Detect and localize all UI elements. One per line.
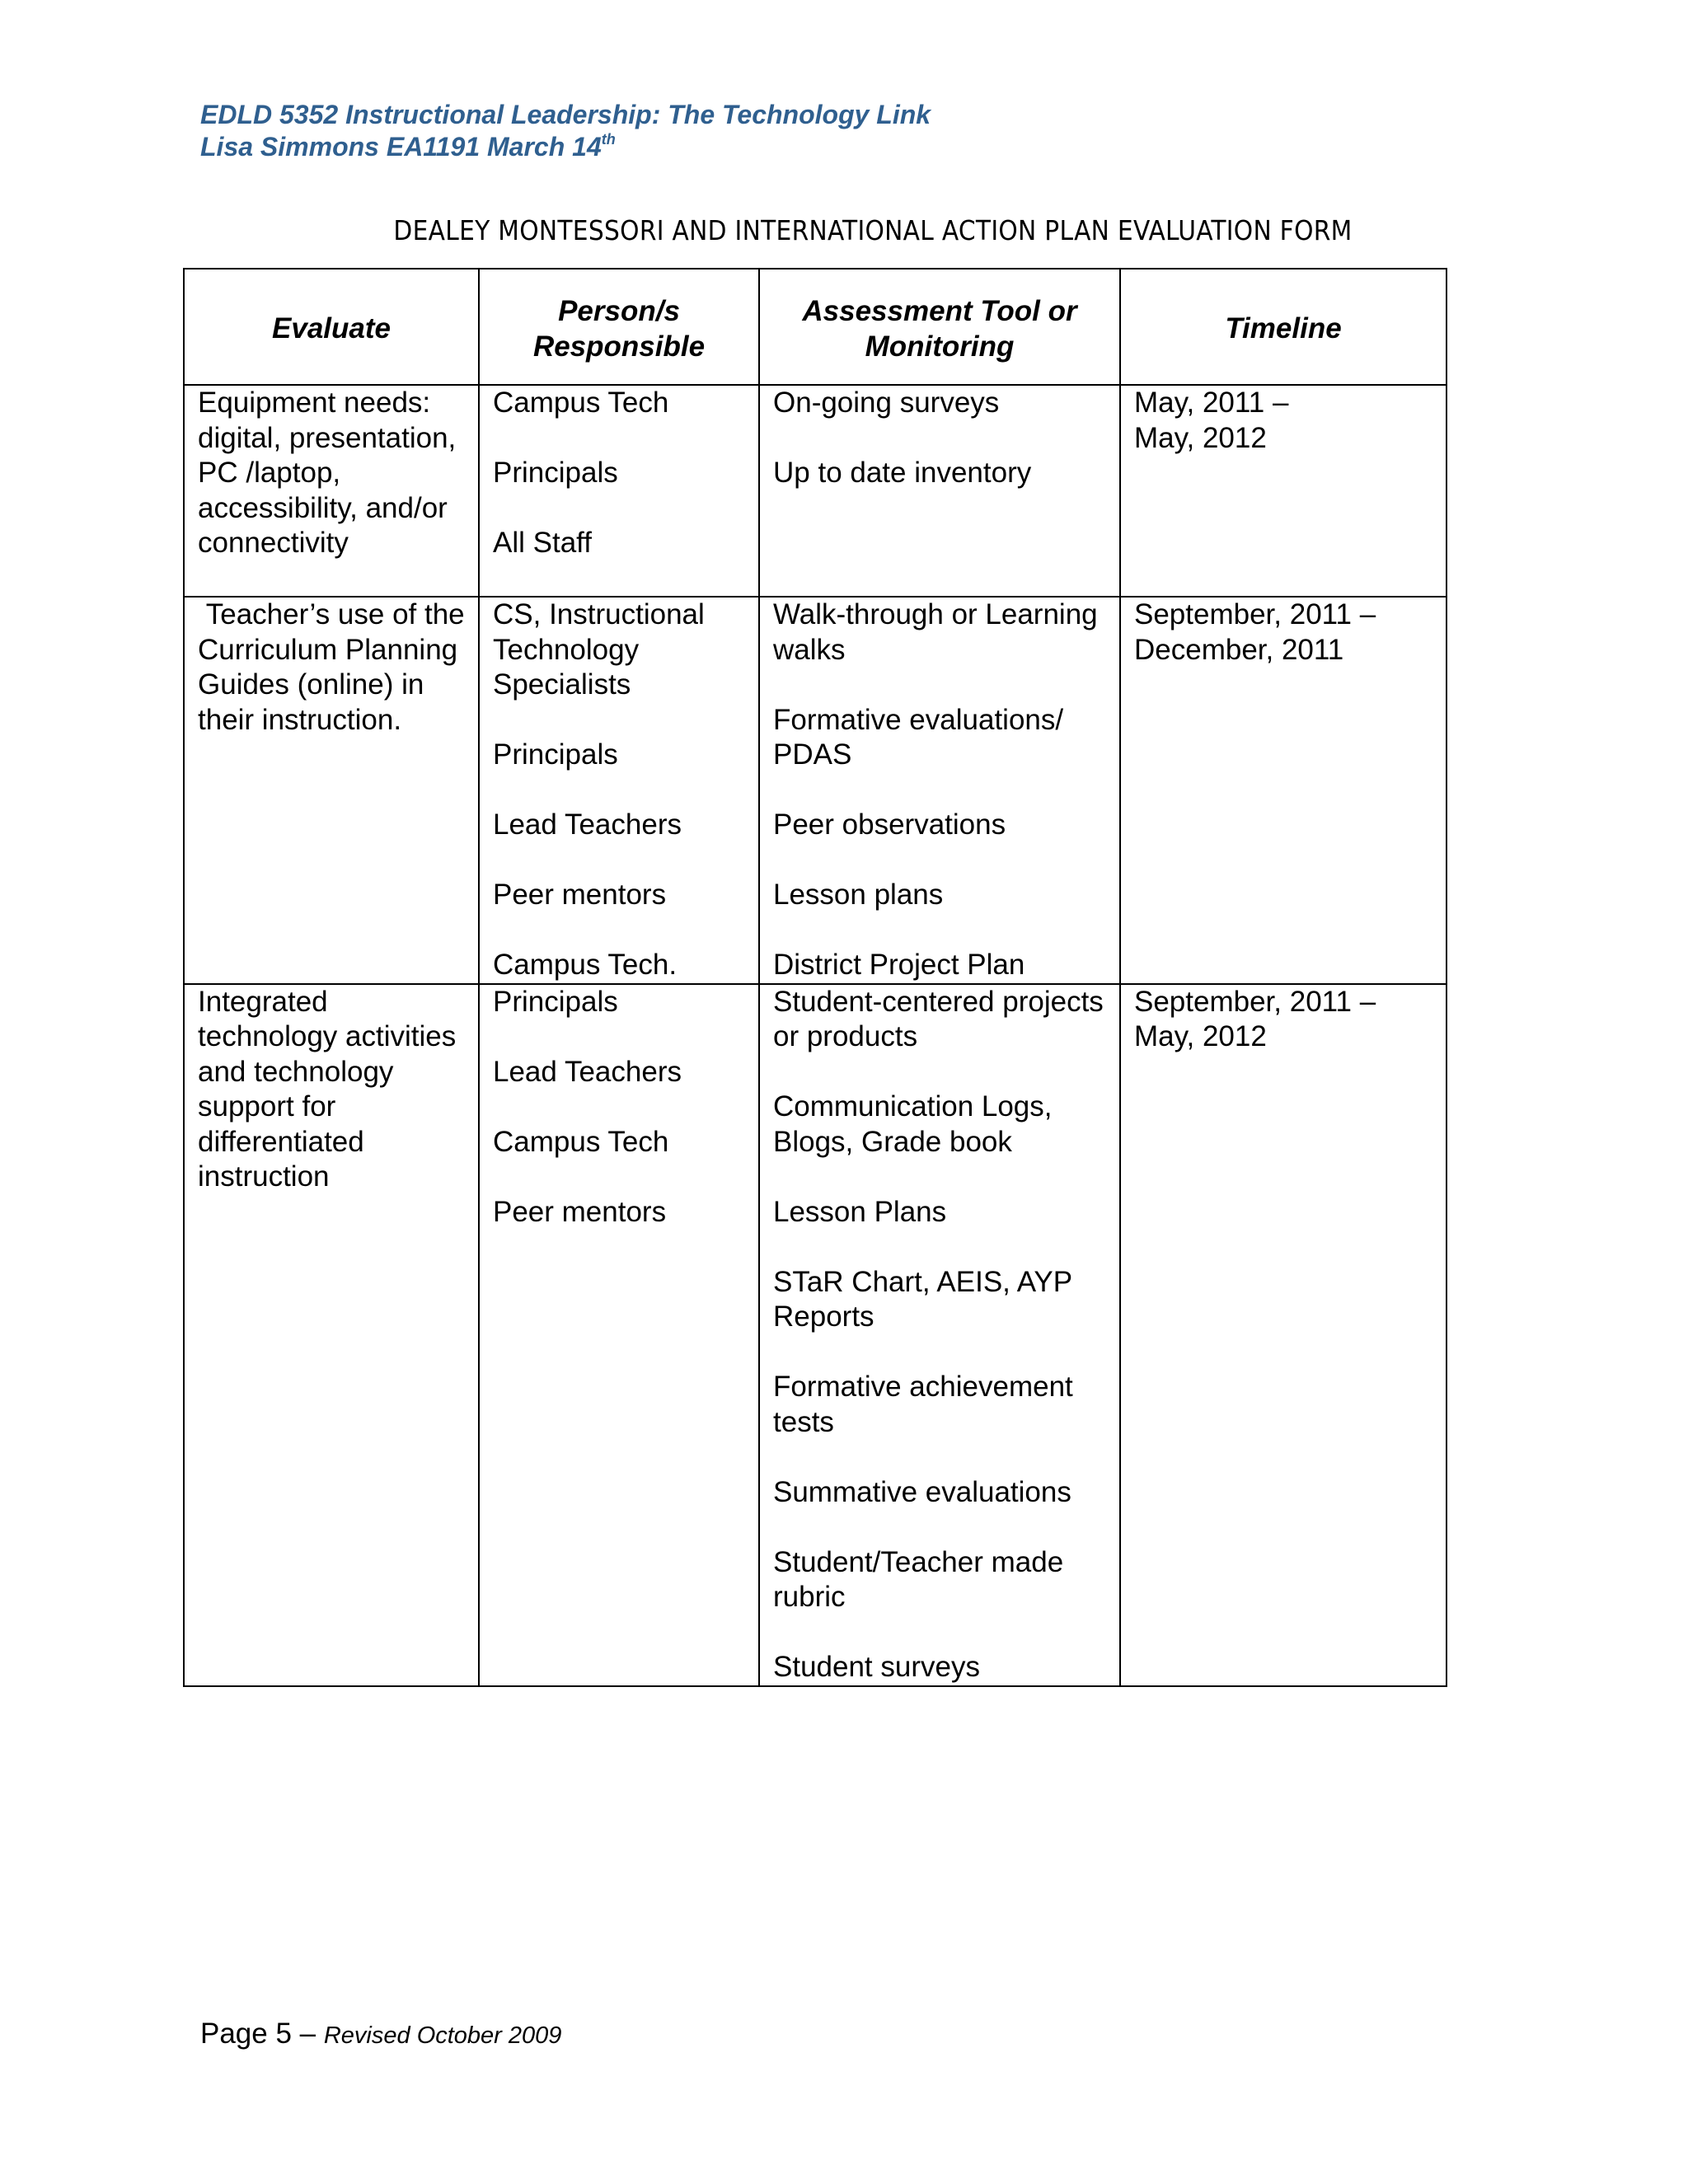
tool-entry: Communication Logs, Blogs, Grade book <box>773 1090 1053 1158</box>
person-entry: Campus Tech <box>493 387 669 419</box>
timeline-cell <box>1120 385 1447 597</box>
tool-entry: District Project Plan <box>773 949 1025 981</box>
evaluation-table <box>183 268 1447 1687</box>
tool-entry: Lesson plans <box>773 879 944 911</box>
page-footer <box>200 2018 561 2050</box>
header-timeline: Timeline <box>1120 269 1447 385</box>
person-entry: Principals <box>493 985 618 1018</box>
timeline-entry: September, 2011 – May, 2012 <box>1134 985 1376 1052</box>
tools-cell <box>759 385 1120 597</box>
person-entry: Campus Tech <box>493 1125 669 1158</box>
persons-cell <box>479 385 759 597</box>
person-entry: All Staff <box>493 527 592 559</box>
evaluate-cell: Integrated technology activities and technology support for differentiated instruction <box>184 984 479 1686</box>
tool-entry: Student surveys <box>773 1651 980 1683</box>
page-number: Page 5 – <box>200 2018 316 2050</box>
person-entry: CS, Instructional Technology Specialists <box>493 598 705 701</box>
persons-cell <box>479 984 759 1686</box>
tools-cell <box>759 984 1120 1686</box>
tool-entry: Student-centered projects or products <box>773 985 1104 1052</box>
tool-entry: Student/Teacher made rubric <box>773 1545 1064 1613</box>
person-entry: Peer mentors <box>493 1195 667 1228</box>
header-assessment-tool: Assessment Tool or Monitoring <box>759 269 1120 385</box>
evaluate-entry: Teacher’s use of the Curriculum Planning Guides (online) in their instruction. <box>198 598 473 736</box>
header-evaluate: Evaluate <box>184 269 479 385</box>
tool-entry: Formative achievement tests <box>773 1371 1073 1438</box>
tool-entry: Formative evaluations/ PDAS <box>773 703 1064 771</box>
timeline-cell <box>1120 984 1447 1686</box>
person-entry: Lead Teachers <box>493 808 682 841</box>
form-title: DEALEY MONTESSORI AND INTERNATIONAL ACTION PLAN EVALUATION FORM <box>393 214 1353 246</box>
course-title: EDLD 5352 Instructional Leadership: The Technology Link <box>200 100 931 129</box>
tool-entry: Summative evaluations <box>773 1475 1071 1508</box>
table-row <box>184 385 1447 597</box>
tool-entry: Up to date inventory <box>773 457 1032 489</box>
document-header <box>200 99 931 163</box>
header-persons-responsible: Person/s Responsible <box>479 269 759 385</box>
timeline-entry: May, 2011 – May, 2012 <box>1134 387 1289 454</box>
table-row <box>184 984 1447 1686</box>
person-entry: Campus Tech. <box>493 949 678 981</box>
tool-entry: Peer observations <box>773 808 1006 841</box>
tool-entry: STaR Chart, AEIS, AYP Reports <box>773 1265 1072 1333</box>
timeline-cell <box>1120 597 1447 984</box>
date-suffix: th <box>601 131 616 148</box>
table-row <box>184 597 1447 984</box>
timeline-entry: September, 2011 – December, 2011 <box>1134 598 1376 666</box>
person-entry: Principals <box>493 457 618 489</box>
person-entry: Principals <box>493 738 618 771</box>
author-line <box>200 131 931 163</box>
evaluate-cell <box>184 597 479 984</box>
person-entry: Lead Teachers <box>493 1055 682 1088</box>
revision-note: Revised October 2009 <box>323 2022 562 2049</box>
tool-entry: Lesson Plans <box>773 1195 947 1228</box>
author-date: Lisa Simmons EA1191 March 14 <box>200 132 602 162</box>
tool-entry: Walk-through or Learning walks <box>773 598 1098 666</box>
tools-cell <box>759 597 1120 984</box>
persons-cell <box>479 597 759 984</box>
person-entry: Peer mentors <box>493 879 667 911</box>
table-header-row <box>184 269 1447 385</box>
tool-entry: On-going surveys <box>773 387 1000 419</box>
evaluate-cell: Equipment needs: digital, presentation, PC /laptop, accessibility, and/or connectivity <box>184 385 479 597</box>
